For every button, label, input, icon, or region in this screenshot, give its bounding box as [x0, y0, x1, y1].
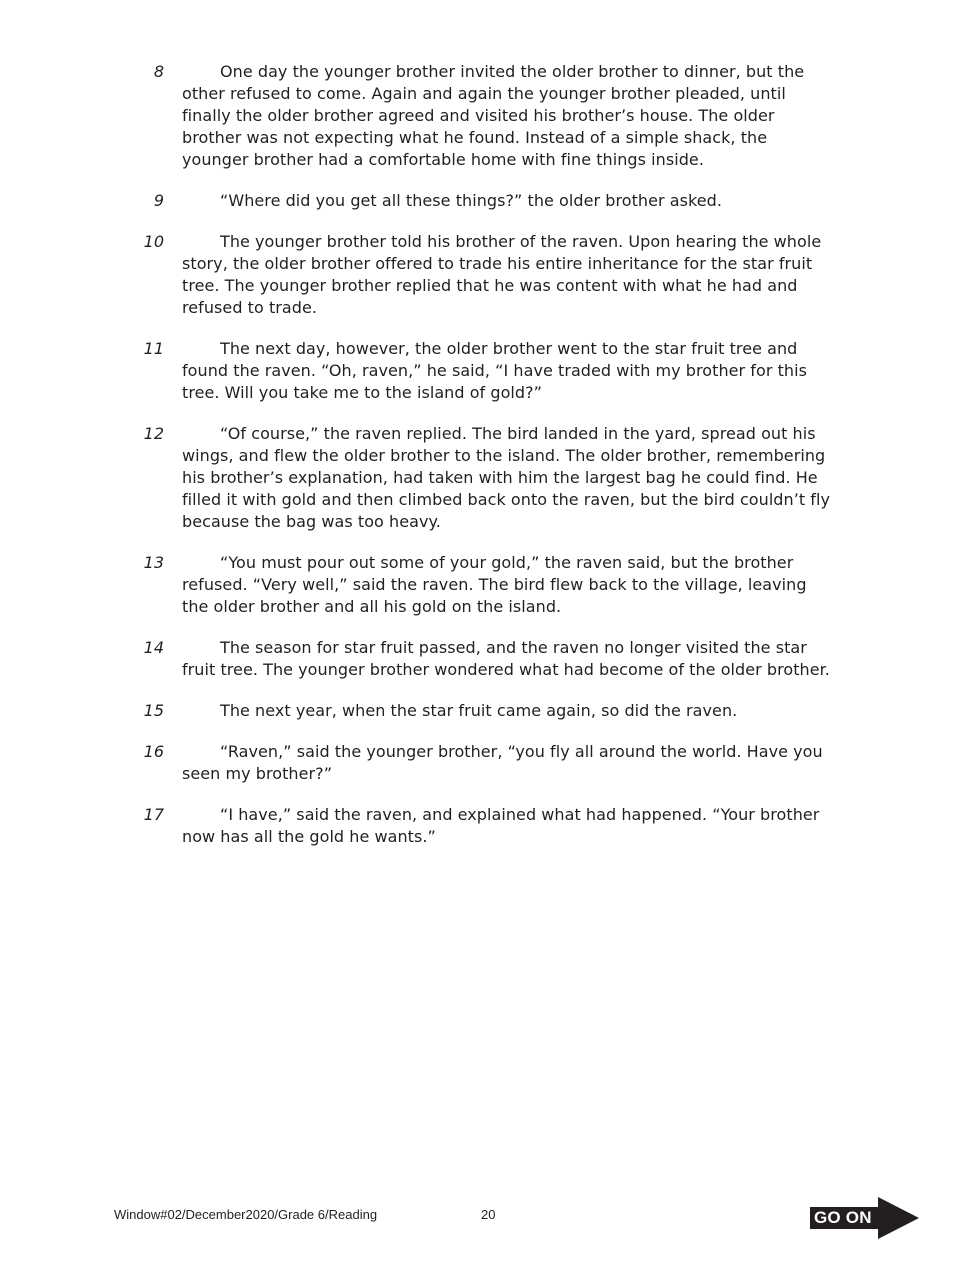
- paragraph-text: The next year, when the star fruit came again, so did the raven.: [220, 701, 738, 720]
- paragraph-14: [0, 637, 979, 681]
- paragraph-10: [0, 231, 979, 319]
- paragraph-number: 8: [153, 62, 164, 81]
- paragraph-number: 10: [143, 232, 164, 251]
- paragraph-text: The season for star fruit passed, and the raven no longer visited the star fruit tree. The younger brother wondered what had become of the older brother.: [182, 638, 830, 679]
- paragraph-number: 16: [143, 742, 164, 761]
- paragraph-text: “I have,” said the raven, and explained what had happened. “Your brother now has all the gold he wants.”: [182, 805, 820, 846]
- paragraph-text: “Of course,” the raven replied. The bird landed in the yard, spread out his wings, and flew the older brother to the island. The older brother, remembering his brother’s explanation, had taken with him the largest bag he could find. He filled it with gold and then climbed back onto the raven, but the bird couldn’t fly because the bag was too heavy.: [182, 424, 831, 531]
- paragraph-17: [0, 804, 979, 848]
- paragraph-16: [0, 741, 979, 785]
- paragraph-15: [0, 700, 979, 722]
- paragraph-text: The next day, however, the older brother went to the star fruit tree and found the raven. “Oh, raven,” he said, “I have traded with my brother for this tree. Will you take me to the island of gold?”: [182, 339, 807, 402]
- paragraph-11: [0, 338, 979, 404]
- paragraph-number: 14: [143, 638, 164, 657]
- paragraph-number: 17: [143, 805, 164, 824]
- paragraph-text: “Where did you get all these things?” the older brother asked.: [220, 191, 722, 210]
- footer-page-number: 20: [481, 1207, 496, 1222]
- paragraph-8: [0, 61, 979, 171]
- paragraph-number: 15: [143, 701, 164, 720]
- go-on-label: GO ON: [814, 1208, 872, 1227]
- paragraph-number: 12: [143, 424, 164, 443]
- footer-form-id: Window#02/December2020/Grade 6/Reading: [114, 1207, 378, 1222]
- paragraph-text: The younger brother told his brother of the raven. Upon hearing the whole story, the older brother offered to trade his entire inheritance for the star fruit tree. The younger brother replied that he was content with what he had and refused to trade.: [182, 232, 822, 317]
- go-on-indicator: [810, 1197, 920, 1239]
- paragraph-text: “Raven,” said the younger brother, “you fly all around the world. Have you seen my brother?”: [182, 742, 823, 783]
- paragraph-number: 9: [153, 191, 164, 210]
- reading-passage: [0, 61, 979, 867]
- paragraph-text: One day the younger brother invited the older brother to dinner, but the other refused to come. Again and again the younger brother pleaded, until finally the older brother agreed and visited his brother’s house. The older brother was not expecting what he found. Instead of a simple shack, the younger brother had a comfortable home with fine things inside.: [182, 62, 805, 169]
- paragraph-number: 11: [143, 339, 164, 358]
- paragraph-9: [0, 190, 979, 212]
- paragraph-text: “You must pour out some of your gold,” the raven said, but the brother refused. “Very well,” said the raven. The bird flew back to the village, leaving the older brother and all his gold on the island.: [182, 553, 807, 616]
- paragraph-12: [0, 423, 979, 533]
- paragraph-number: 13: [143, 553, 164, 572]
- paragraph-13: [0, 552, 979, 618]
